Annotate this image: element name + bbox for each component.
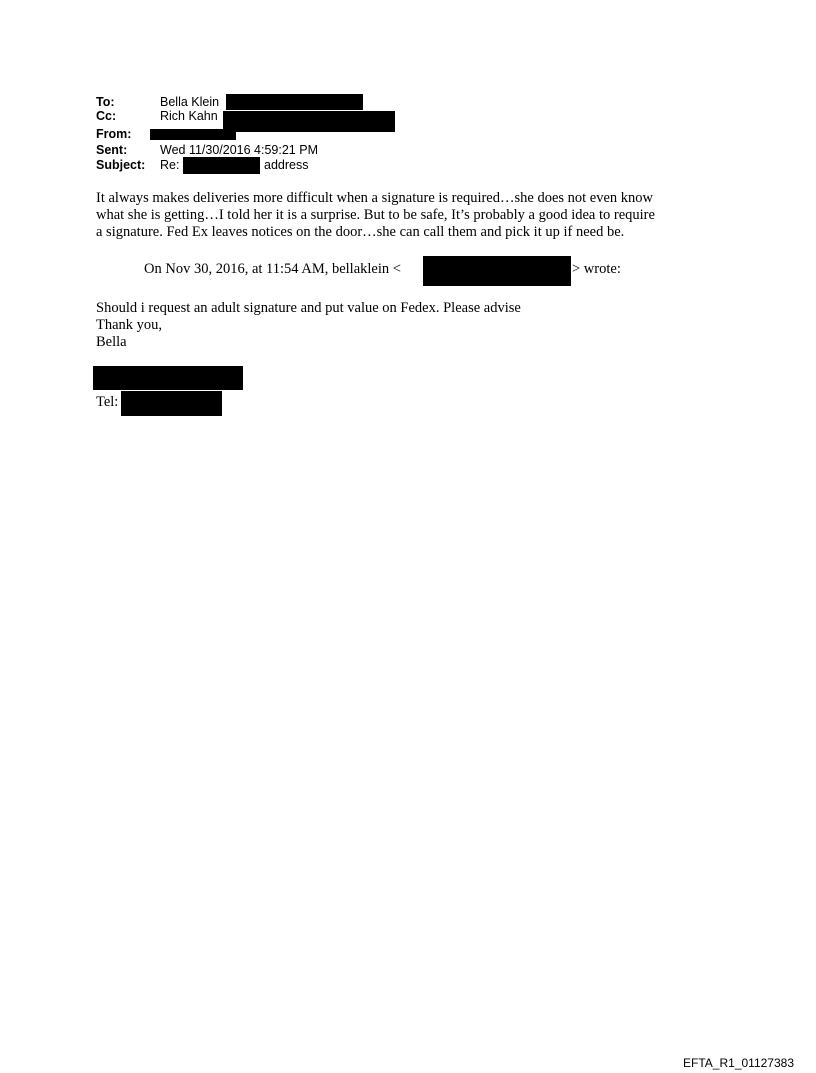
quote-line: Should i request an adult signature and put value on Fedex. Please advise (96, 300, 521, 316)
to-label: To: (96, 95, 115, 109)
body-line: what she is getting…I told her it is a surprise. But to be safe, It’s probably a good idea to require (96, 207, 655, 223)
quote-attribution-suffix: > wrote: (572, 261, 621, 277)
tel-label: Tel: (96, 394, 119, 410)
redaction-box (150, 129, 236, 140)
body-line: a signature. Fed Ex leaves notices on the door…she can call them and pick it up if need be. (96, 224, 625, 240)
cc-label: Cc: (96, 109, 117, 123)
body-line: It always makes deliveries more difficult when a signature is required…she does not even know (96, 190, 654, 206)
subject-prefix: Re: (160, 158, 180, 172)
subject-label: Subject: (96, 158, 146, 172)
redaction-box (121, 391, 222, 416)
to-value: Bella Klein (160, 95, 220, 109)
sent-label: Sent: (96, 143, 128, 157)
quote-line: Thank you, (96, 317, 163, 333)
cc-value: Rich Kahn (160, 109, 218, 123)
quote-attribution-prefix: On Nov 30, 2016, at 11:54 AM, bellaklein < (144, 261, 401, 277)
from-label: From: (96, 127, 132, 141)
redaction-box (183, 157, 260, 174)
document-id: EFTA_R1_01127383 (683, 1056, 794, 1070)
redaction-box (423, 256, 571, 286)
redaction-box (223, 111, 395, 132)
sent-value: Wed 11/30/2016 4:59:21 PM (160, 143, 318, 157)
redaction-box (93, 366, 243, 390)
redaction-box (226, 94, 363, 110)
subject-suffix: address (264, 158, 309, 172)
quote-line: Bella (96, 334, 127, 350)
